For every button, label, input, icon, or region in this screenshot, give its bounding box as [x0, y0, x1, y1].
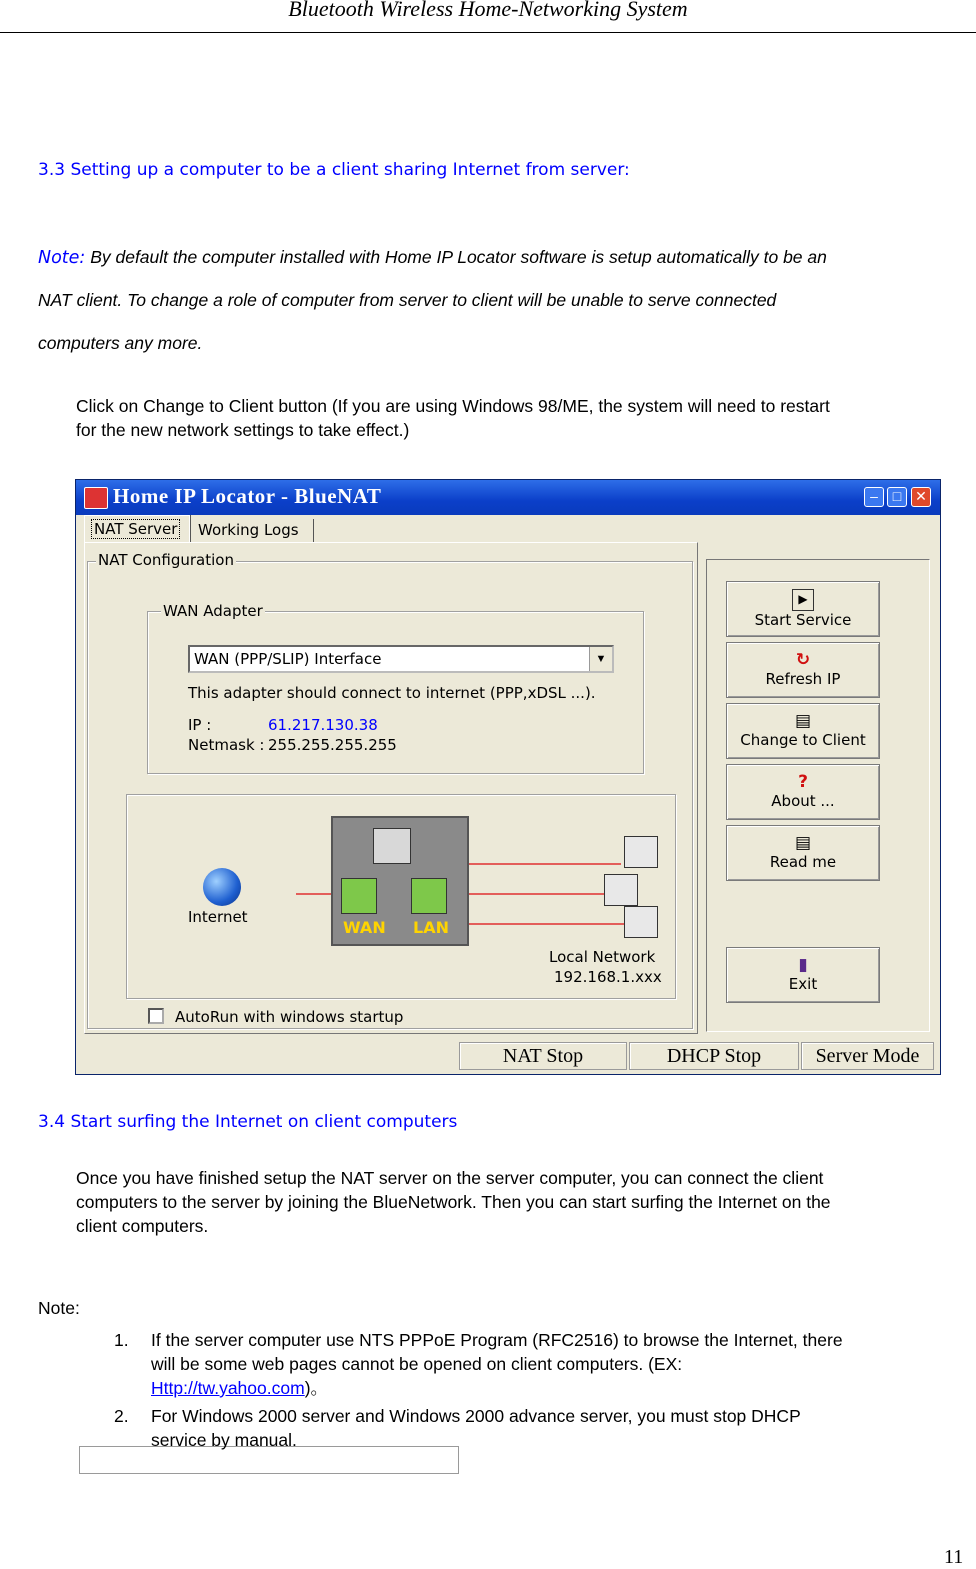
wan-card-icon [341, 878, 377, 914]
minimize-icon[interactable]: – [864, 487, 884, 507]
list-item-number: 2. [114, 1406, 129, 1426]
running-header: Bluetooth Wireless Home-Networking System [288, 0, 688, 21]
exit-button[interactable]: ▮ Exit [726, 947, 880, 1003]
section-3-4-line2: computers to the server by joining the BlueNetwork. Then you can start surfing the Internet on the [76, 1192, 831, 1212]
list-item-line: will be some web pages cannot be opened on client computers. (EX: [151, 1354, 683, 1374]
list-item-line: For Windows 2000 server and Windows 2000 advance server, you must stop DHCP [151, 1406, 801, 1426]
list-item-line: Http://tw.yahoo.com)。 [151, 1378, 329, 1398]
note-text-line2: NAT client. To change a role of computer from server to client will be unable to serve connected [38, 290, 777, 310]
wan-adapter-select[interactable]: WAN (PPP/SLIP) Interface ▼ [188, 645, 614, 673]
note-text-line3: computers any more. [38, 333, 203, 353]
adapter-hint: This adapter should connect to internet (PPP,xDSL ...). [188, 684, 596, 702]
exit-door-icon: ▮ [798, 955, 808, 975]
window-title: Home IP Locator - BlueNAT [113, 484, 382, 508]
wan-adapter-label: WAN Adapter [163, 602, 263, 620]
server-computer-icon [373, 828, 411, 864]
dhcp-status: DHCP Stop [629, 1042, 799, 1070]
client-computer-icon [604, 874, 638, 906]
play-icon: ▶ [792, 589, 814, 611]
question-icon: ? [798, 772, 808, 792]
autorun-label: AutoRun with windows startup [175, 1008, 404, 1026]
start-service-button[interactable]: ▶ Start Service [726, 581, 880, 637]
section-3-3-heading: 3.3 Setting up a computer to be a client sharing Internet from server: [38, 160, 630, 180]
computer-icon: ▤ [794, 711, 812, 731]
app-icon [84, 487, 108, 509]
yahoo-link[interactable]: Http://tw.yahoo.com [151, 1378, 305, 1398]
refresh-ip-button[interactable]: ↻ Refresh IP [726, 642, 880, 698]
internet-globe-icon [203, 868, 241, 906]
list-item-line: If the server computer use NTS PPPoE Program (RFC2516) to browse the Internet, there [151, 1330, 843, 1350]
wan-label: WAN [343, 918, 386, 937]
note-text-line1: By default the computer installed with Home IP Locator software is setup automatically to be an [85, 247, 827, 267]
instruction-line2: for the new network settings to take effect.) [76, 420, 410, 440]
chevron-down-icon[interactable]: ▼ [589, 647, 612, 671]
instruction-line1: Click on Change to Client button (If you are using Windows 98/ME, the system will need to restart [76, 396, 830, 416]
note-paragraph [38, 247, 827, 268]
internet-label: Internet [188, 908, 248, 926]
nat-server-box [331, 816, 469, 946]
about-button[interactable]: ? About ... [726, 764, 880, 820]
document-icon: ▤ [794, 833, 812, 853]
server-mode-status: Server Mode [801, 1042, 934, 1070]
local-network-range: 192.168.1.xxx [554, 968, 662, 986]
autorun-checkbox[interactable] [148, 1008, 164, 1024]
netmask-value: 255.255.255.255 [268, 736, 397, 754]
maximize-icon[interactable]: □ [887, 487, 907, 507]
refresh-icon: ↻ [795, 650, 811, 670]
section-3-4-line1: Once you have finished setup the NAT server on the server computer, you can connect the client [76, 1168, 824, 1188]
ip-value: 61.217.130.38 [268, 716, 378, 734]
tab-nat-server[interactable]: NAT Server [84, 515, 190, 543]
list-item-number: 1. [114, 1330, 129, 1350]
close-icon[interactable]: ✕ [911, 487, 931, 507]
note-label: Note: [38, 1298, 80, 1318]
lan-card-icon [411, 878, 447, 914]
list-item-line: service by manual. [151, 1430, 297, 1450]
nat-configuration-label: NAT Configuration [98, 551, 234, 569]
ip-label: IP : [188, 716, 212, 734]
client-computer-icon [624, 836, 658, 868]
local-network-label: Local Network [549, 948, 656, 966]
section-3-4-line3: client computers. [76, 1216, 209, 1236]
section-3-4-heading: 3.4 Start surfing the Internet on client computers [38, 1112, 458, 1132]
netmask-label: Netmask : [188, 736, 265, 754]
page-number: 11 [944, 1546, 964, 1568]
nat-status: NAT Stop [459, 1042, 627, 1070]
read-me-button[interactable]: ▤ Read me [726, 825, 880, 881]
change-to-client-button[interactable]: ▤ Change to Client [726, 703, 880, 759]
note-label: Note: [38, 248, 86, 268]
title-bar[interactable] [76, 480, 940, 515]
client-computer-icon [624, 906, 658, 938]
app-window [75, 479, 941, 1075]
tab-working-logs[interactable]: Working Logs [192, 519, 314, 543]
header-rule [0, 32, 976, 33]
lan-label: LAN [413, 918, 449, 937]
